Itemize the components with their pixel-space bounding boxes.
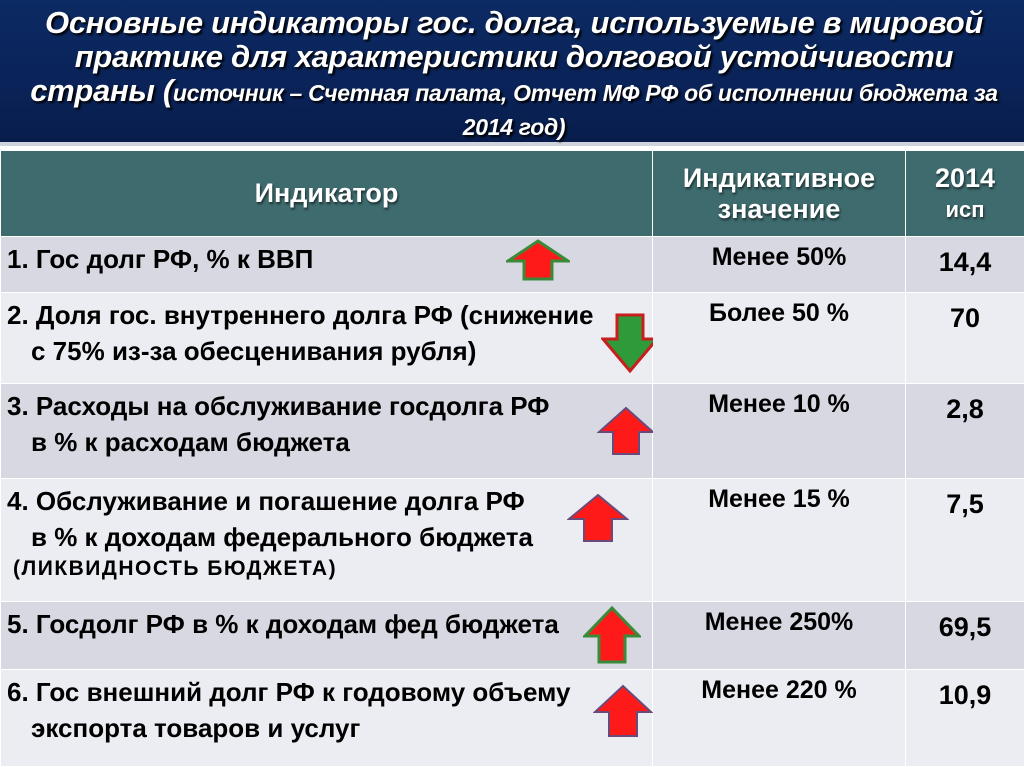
table-row bbox=[1, 479, 1024, 602]
actual-cell: 10,9 bbox=[906, 670, 1024, 767]
table-row bbox=[1, 383, 1024, 479]
value-cell: Более 50 % bbox=[653, 293, 906, 384]
actual-cell: 7,5 bbox=[906, 479, 1024, 602]
header-value: Индикативное значение bbox=[653, 151, 906, 237]
table-row bbox=[1, 670, 1024, 767]
arrow-down-icon bbox=[601, 313, 659, 373]
indicator-cell: 3. Расходы на обслуживание госдолга РФ в % к расходам бюджета bbox=[1, 383, 653, 479]
actual-cell: 14,4 bbox=[906, 237, 1024, 293]
header-year-sub: исп bbox=[945, 196, 985, 222]
header-year bbox=[906, 151, 1024, 237]
value-cell: Менее 50% bbox=[653, 237, 906, 293]
title-main: Основные индикаторы гос. долга, используемые в мировой практике для характеристики долговой устойчивости страны ( bbox=[30, 5, 983, 108]
indicator-cell: 5. Госдолг РФ в % к доходам фед бюджета bbox=[1, 602, 653, 670]
value-cell: Менее 15 % bbox=[653, 479, 906, 602]
liquidity-note: (ЛИКВИДНОСТЬ БЮДЖЕТА) bbox=[13, 557, 338, 581]
indicators-table bbox=[0, 150, 1024, 767]
indicator-cell: 2. Доля гос. внутреннего долга РФ (снижение с 75% из-за обесценивания рубля) bbox=[1, 293, 653, 384]
arrow-up-icon bbox=[597, 406, 655, 456]
arrow-up-icon bbox=[593, 684, 653, 738]
value-cell: Менее 250% bbox=[653, 602, 906, 670]
slide-title bbox=[0, 0, 1024, 146]
indicator-cell: 1. Гос долг РФ, % к ВВП bbox=[1, 237, 653, 293]
value-cell: Менее 10 % bbox=[653, 383, 906, 479]
header-indicator: Индикатор bbox=[1, 151, 653, 237]
indicator-cell: 4. Обслуживание и погашение долга РФ в % к доходам федерального бюджета (ЛИКВИДНОСТЬ БЮДЖЕТА) bbox=[1, 479, 653, 602]
arrow-up-icon bbox=[506, 239, 570, 281]
indicator-cell: 6. Гос внешний долг РФ к годовому объему экспорта товаров и услуг bbox=[1, 670, 653, 767]
header-year-value: 2014 bbox=[934, 162, 996, 193]
title-source: источник – Счетная палата, Отчет МФ РФ об исполнении бюджета за 2014 год) bbox=[172, 80, 998, 140]
value-cell: Менее 220 % bbox=[653, 670, 906, 767]
table-row bbox=[1, 293, 1024, 384]
table-row bbox=[1, 237, 1024, 293]
table-row bbox=[1, 602, 1024, 670]
arrow-up-icon bbox=[583, 606, 641, 664]
table-header-row bbox=[1, 151, 1024, 237]
actual-cell: 2,8 bbox=[906, 383, 1024, 479]
actual-cell: 69,5 bbox=[906, 602, 1024, 670]
arrow-up-icon bbox=[567, 493, 629, 543]
actual-cell: 70 bbox=[906, 293, 1024, 384]
